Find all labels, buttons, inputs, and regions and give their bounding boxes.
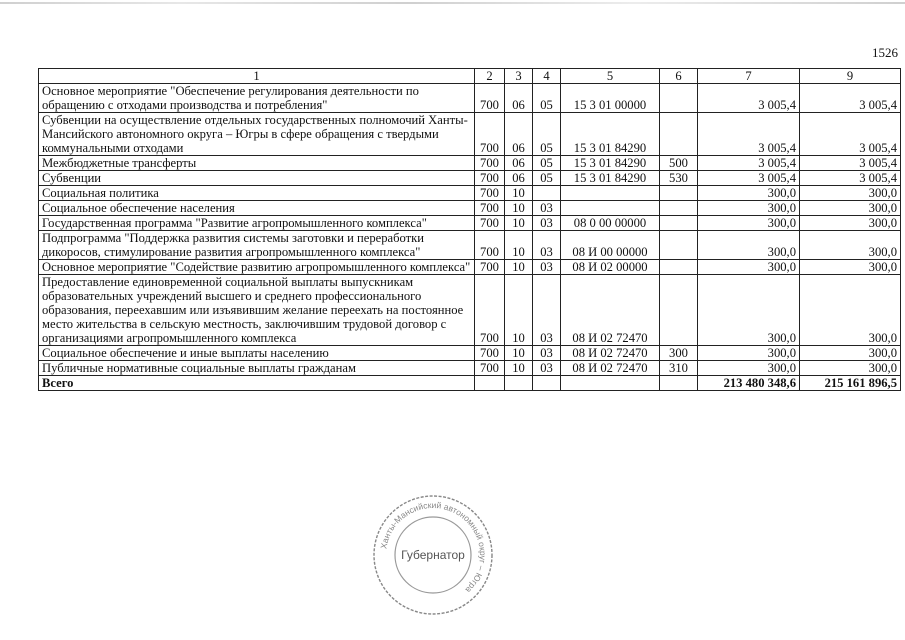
subsection-cell: 05 <box>533 113 561 156</box>
amount-col7-cell: 300,0 <box>698 346 800 361</box>
page-number: 1526 <box>872 45 898 60</box>
total-row <box>39 376 901 391</box>
amount-col7-cell: 300,0 <box>698 361 800 376</box>
table-row <box>39 231 901 260</box>
amount-col7-cell: 300,0 <box>698 275 800 346</box>
target-article-cell: 15 3 01 84290 <box>561 113 660 156</box>
subsection-cell <box>533 186 561 201</box>
column-header: 6 <box>660 69 698 84</box>
expense-type-cell <box>660 113 698 156</box>
amount-col9-cell: 300,0 <box>800 201 901 216</box>
amount-col9-cell: 300,0 <box>800 275 901 346</box>
section-cell: 10 <box>505 186 533 201</box>
empty-cell <box>660 376 698 391</box>
target-article-cell: 08 И 00 00000 <box>561 231 660 260</box>
expense-type-cell <box>660 186 698 201</box>
amount-col7-cell: 300,0 <box>698 231 800 260</box>
row-name-cell: Основное мероприятие "Содействие развитию агропромышленного комплекса" <box>39 260 475 275</box>
subsection-cell: 03 <box>533 216 561 231</box>
amount-col9-cell: 3 005,4 <box>800 156 901 171</box>
governor-seal-stamp <box>370 492 496 618</box>
row-name-cell: Публичные нормативные социальные выплаты гражданам <box>39 361 475 376</box>
table-row <box>39 84 901 113</box>
target-article-cell: 08 И 02 00000 <box>561 260 660 275</box>
expense-type-cell: 310 <box>660 361 698 376</box>
subsection-cell: 03 <box>533 361 561 376</box>
admin-code-cell: 700 <box>475 201 505 216</box>
admin-code-cell: 700 <box>475 156 505 171</box>
table-row <box>39 275 901 346</box>
column-header: 9 <box>800 69 901 84</box>
table-row <box>39 186 901 201</box>
section-cell: 10 <box>505 231 533 260</box>
amount-col7-cell: 3 005,4 <box>698 171 800 186</box>
amount-col7-cell: 3 005,4 <box>698 156 800 171</box>
expense-type-cell <box>660 260 698 275</box>
amount-col9-cell: 300,0 <box>800 216 901 231</box>
total-col9-cell: 215 161 896,5 <box>800 376 901 391</box>
amount-col7-cell: 3 005,4 <box>698 113 800 156</box>
column-header: 4 <box>533 69 561 84</box>
amount-col9-cell: 3 005,4 <box>800 84 901 113</box>
stamp-ring-text: Ханты-Мансийский автономный округ – Югра <box>378 499 489 596</box>
section-cell: 10 <box>505 275 533 346</box>
admin-code-cell: 700 <box>475 260 505 275</box>
empty-cell <box>475 376 505 391</box>
total-col7-cell: 213 480 348,6 <box>698 376 800 391</box>
amount-col9-cell: 300,0 <box>800 260 901 275</box>
amount-col9-cell: 3 005,4 <box>800 171 901 186</box>
section-cell: 06 <box>505 84 533 113</box>
target-article-cell: 08 И 02 72470 <box>561 361 660 376</box>
row-name-cell: Субвенции на осуществление отдельных государственных полномочий Ханты-Мансийского автономного округа – Югры в сфере обращения с твердыми коммунальными отходами <box>39 113 475 156</box>
section-cell: 10 <box>505 346 533 361</box>
amount-col7-cell: 300,0 <box>698 186 800 201</box>
table-row <box>39 113 901 156</box>
expense-type-cell <box>660 216 698 231</box>
target-article-cell: 15 3 01 84290 <box>561 156 660 171</box>
expense-type-cell: 530 <box>660 171 698 186</box>
subsection-cell: 05 <box>533 171 561 186</box>
table-row <box>39 156 901 171</box>
amount-col7-cell: 300,0 <box>698 260 800 275</box>
admin-code-cell: 700 <box>475 113 505 156</box>
table-row <box>39 201 901 216</box>
column-header: 3 <box>505 69 533 84</box>
target-article-cell: 15 3 01 00000 <box>561 84 660 113</box>
amount-col9-cell: 3 005,4 <box>800 113 901 156</box>
subsection-cell: 03 <box>533 231 561 260</box>
expense-type-cell: 500 <box>660 156 698 171</box>
column-header: 7 <box>698 69 800 84</box>
amount-col9-cell: 300,0 <box>800 346 901 361</box>
empty-cell <box>561 376 660 391</box>
admin-code-cell: 700 <box>475 171 505 186</box>
section-cell: 06 <box>505 113 533 156</box>
table-row <box>39 346 901 361</box>
admin-code-cell: 700 <box>475 361 505 376</box>
admin-code-cell: 700 <box>475 216 505 231</box>
admin-code-cell: 700 <box>475 275 505 346</box>
row-name-cell: Социальная политика <box>39 186 475 201</box>
header-row <box>39 69 901 84</box>
column-header: 1 <box>39 69 475 84</box>
subsection-cell: 03 <box>533 260 561 275</box>
row-name-cell: Межбюджетные трансферты <box>39 156 475 171</box>
subsection-cell: 05 <box>533 84 561 113</box>
expense-type-cell <box>660 201 698 216</box>
subsection-cell: 05 <box>533 156 561 171</box>
table-row <box>39 260 901 275</box>
subsection-cell: 03 <box>533 201 561 216</box>
row-name-cell: Государственная программа "Развитие агропромышленного комплекса" <box>39 216 475 231</box>
section-cell: 10 <box>505 361 533 376</box>
column-header: 2 <box>475 69 505 84</box>
target-article-cell <box>561 186 660 201</box>
subsection-cell: 03 <box>533 275 561 346</box>
admin-code-cell: 700 <box>475 231 505 260</box>
row-name-cell: Социальное обеспечение населения <box>39 201 475 216</box>
budget-table <box>38 68 901 391</box>
row-name-cell: Подпрограмма "Поддержка развития системы заготовки и переработки дикоросов, стимулирование развития агропромышленного комплекса" <box>39 231 475 260</box>
amount-col7-cell: 300,0 <box>698 201 800 216</box>
expense-type-cell <box>660 231 698 260</box>
amount-col9-cell: 300,0 <box>800 361 901 376</box>
amount-col7-cell: 3 005,4 <box>698 84 800 113</box>
admin-code-cell: 700 <box>475 84 505 113</box>
table-row <box>39 361 901 376</box>
target-article-cell <box>561 201 660 216</box>
stamp-center-text: Губернатор <box>401 548 465 562</box>
row-name-cell: Предоставление единовременной социальной выплаты выпускникам образовательных учреждений высшего и среднего профессионального образования, переехавшим или изъявившим желание переехать на постоянное место жительства в сельскую местность, заключившим трудовой договор с организациями агропромышленного комплекса <box>39 275 475 346</box>
admin-code-cell: 700 <box>475 186 505 201</box>
expense-type-cell: 300 <box>660 346 698 361</box>
total-label-cell: Всего <box>39 376 475 391</box>
section-cell: 10 <box>505 201 533 216</box>
target-article-cell: 08 И 02 72470 <box>561 275 660 346</box>
empty-cell <box>533 376 561 391</box>
expense-type-cell <box>660 84 698 113</box>
section-cell: 06 <box>505 156 533 171</box>
scan-edge-line <box>0 2 905 4</box>
section-cell: 10 <box>505 216 533 231</box>
amount-col9-cell: 300,0 <box>800 231 901 260</box>
subsection-cell: 03 <box>533 346 561 361</box>
column-header: 5 <box>561 69 660 84</box>
row-name-cell: Субвенции <box>39 171 475 186</box>
row-name-cell: Социальное обеспечение и иные выплаты населению <box>39 346 475 361</box>
empty-cell <box>505 376 533 391</box>
table-row <box>39 171 901 186</box>
admin-code-cell: 700 <box>475 346 505 361</box>
target-article-cell: 08 И 02 72470 <box>561 346 660 361</box>
section-cell: 10 <box>505 260 533 275</box>
row-name-cell: Основное мероприятие "Обеспечение регулирования деятельности по обращению с отходами производства и потребления" <box>39 84 475 113</box>
target-article-cell: 15 3 01 84290 <box>561 171 660 186</box>
target-article-cell: 08 0 00 00000 <box>561 216 660 231</box>
expense-type-cell <box>660 275 698 346</box>
table-row <box>39 216 901 231</box>
amount-col7-cell: 300,0 <box>698 216 800 231</box>
section-cell: 06 <box>505 171 533 186</box>
amount-col9-cell: 300,0 <box>800 186 901 201</box>
